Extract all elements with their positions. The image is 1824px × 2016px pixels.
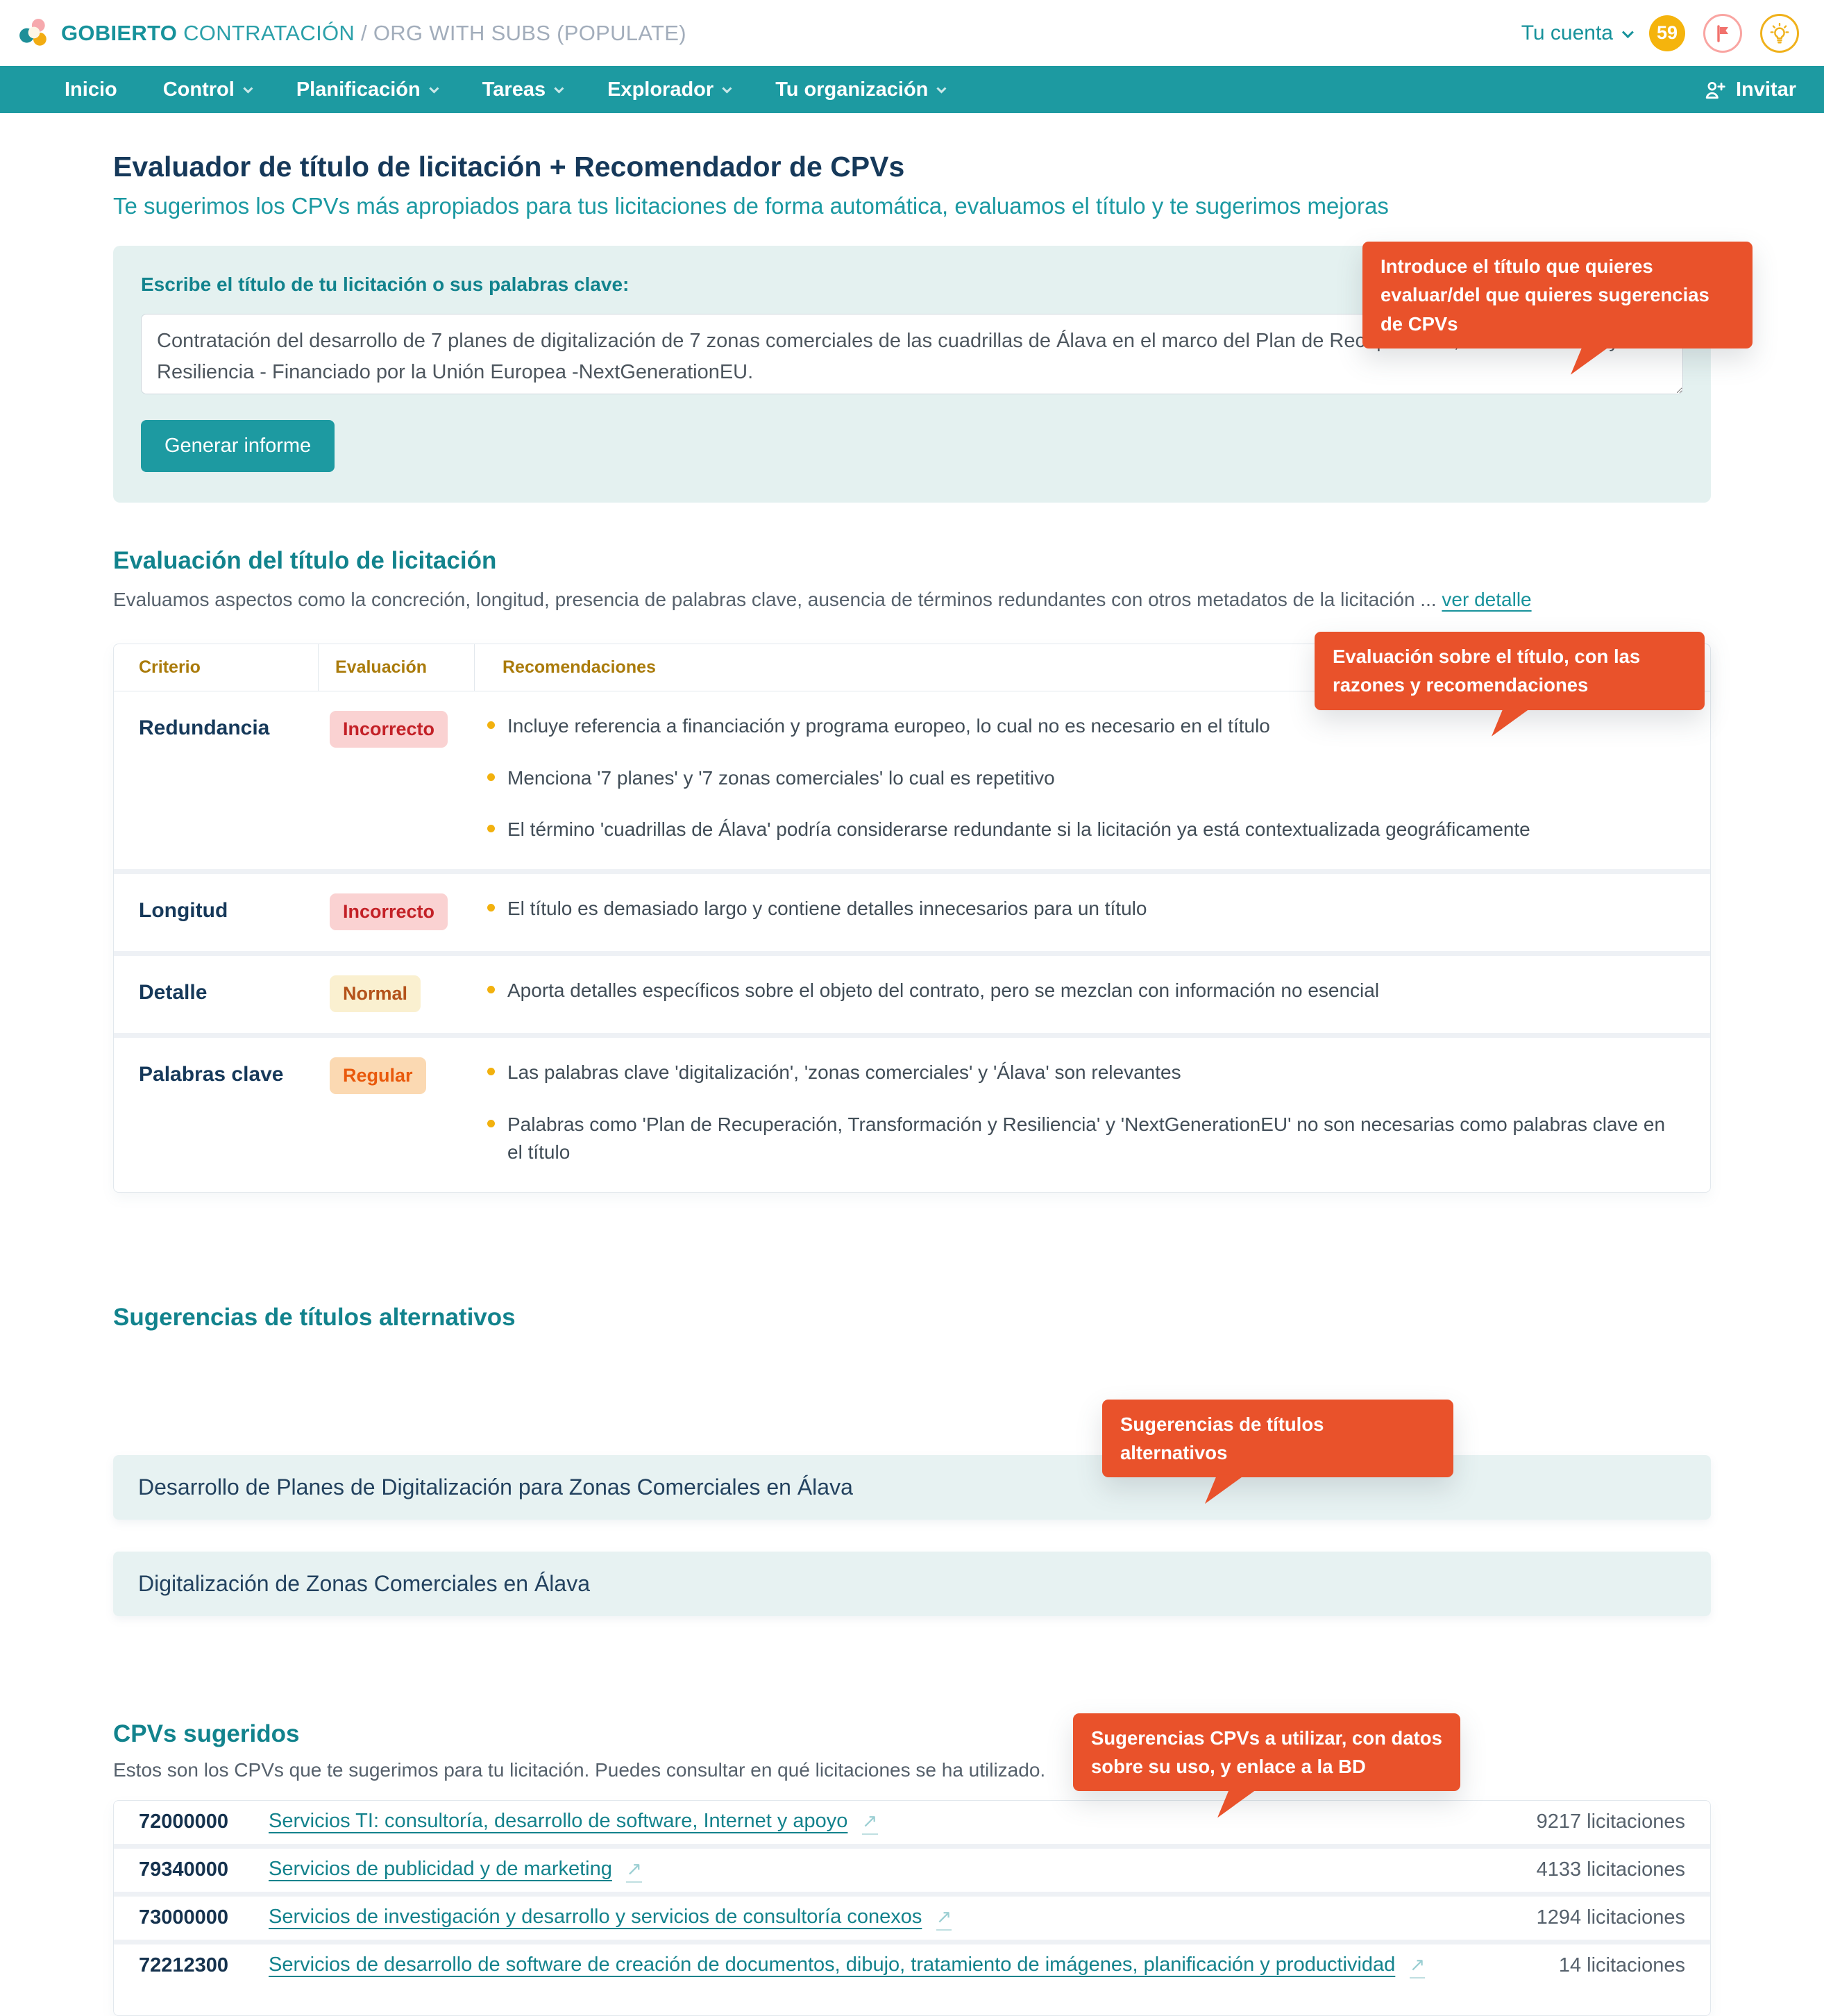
brand-text	[61, 21, 686, 46]
cpv-link-cell	[256, 1858, 1481, 1883]
tooltip-text: Sugerencias CPVs a utilizar, con datos sobre su uso, y enlace a la BD	[1091, 1727, 1442, 1778]
header-actions	[1521, 14, 1799, 53]
nav-item-label: Planificación	[296, 78, 421, 101]
recommendations-list	[475, 711, 1710, 848]
evaluation-badge-cell	[319, 711, 475, 848]
account-menu[interactable]	[1521, 22, 1631, 45]
nav-item[interactable]	[459, 78, 584, 101]
tooltip-text: Introduce el título que quieres evaluar/del que quieres sugerencias de CPVs	[1380, 255, 1709, 335]
bullet-icon	[487, 825, 495, 832]
evaluation-badge-cell	[319, 1057, 475, 1171]
recommendation-item	[487, 1109, 1677, 1167]
nav-item[interactable]	[140, 78, 273, 101]
brand-name: GOBIERTO	[61, 20, 178, 45]
recommendation-text: Menciona '7 planes' y '7 zonas comerciales' lo cual es repetitivo	[507, 766, 1055, 789]
cpv-link[interactable]: Servicios TI: consultoría, desarrollo de software, Internet y apoyo	[269, 1809, 848, 1832]
nav-item-label: Tu organización	[775, 78, 929, 101]
nav-item[interactable]	[273, 78, 459, 101]
alternatives-list	[113, 1455, 1711, 1616]
tooltip-text: Evaluación sobre el título, con las razones y recomendaciones	[1333, 646, 1641, 696]
brand[interactable]	[18, 17, 686, 49]
status-badge: Normal	[330, 975, 421, 1012]
page-title: Evaluador de título de licitación + Recomendador de CPVs	[113, 151, 905, 183]
recommendation-item	[487, 975, 1677, 1005]
main-content	[113, 151, 1711, 2016]
tooltip-input-title	[1362, 242, 1753, 348]
tooltip-alternatives	[1102, 1400, 1453, 1478]
org-name: / ORG WITH SUBS (POPULATE)	[361, 20, 686, 45]
cpvs-description: Estos son los CPVs que te sugerimos para tu licitación. Puedes consultar en qué licitaciones se ha utilizado.	[113, 1758, 1046, 1781]
alternative-title-item: Desarrollo de Planes de Digitalización para Zonas Comerciales en Álava	[113, 1455, 1711, 1520]
cpv-link[interactable]: Servicios de desarrollo de software de creación de documentos, dibujo, tratamiento de imágenes, planificación y productividad	[269, 1953, 1396, 1976]
account-label: Tu cuenta	[1521, 21, 1613, 44]
tooltip-text: Sugerencias de títulos alternativos	[1120, 1413, 1324, 1463]
tooltip-evaluation	[1315, 632, 1705, 710]
recommendation-item	[487, 814, 1677, 844]
bullet-icon	[487, 721, 495, 729]
recommendation-text: Aporta detalles específicos sobre el objeto del contrato, pero se mezclan con información no esencial	[507, 979, 1380, 1001]
bullet-icon	[487, 1068, 495, 1075]
title-input-label: Escribe el título de tu licitación o sus palabras clave:	[141, 274, 630, 295]
recommendations-list	[475, 975, 1710, 1012]
generate-report-button[interactable]: Generar informe	[141, 420, 335, 472]
cpv-code: 72000000	[139, 1811, 229, 1833]
status-badge: Incorrecto	[330, 893, 448, 930]
evaluation-row	[114, 951, 1710, 1033]
bullet-icon	[487, 1120, 495, 1127]
help-button[interactable]	[1760, 14, 1799, 53]
nav-item-label: Inicio	[65, 78, 117, 101]
cpv-count: 14 licitaciones	[1558, 1954, 1685, 1977]
lightbulb-icon	[1767, 21, 1792, 46]
cpv-row	[114, 1892, 1710, 1940]
nav-item[interactable]	[752, 78, 967, 101]
add-user-icon	[1703, 78, 1726, 101]
recommendation-item	[487, 893, 1677, 923]
page-subtitle: Te sugerimos los CPVs más apropiados para tus licitaciones de forma automática, evaluamos el título y te sugerimos mejoras	[113, 193, 1389, 219]
main-navbar	[0, 66, 1824, 113]
evaluation-row	[114, 869, 1710, 951]
criterion-label: Palabras clave	[139, 1062, 284, 1086]
status-badge: Incorrecto	[330, 711, 448, 748]
recommendation-item	[487, 763, 1677, 793]
cpvs-table-body	[114, 1801, 1710, 1988]
cpv-code: 72212300	[139, 1954, 229, 1977]
criterion-label: Detalle	[139, 980, 208, 1004]
cpv-row	[114, 1940, 1710, 1988]
cpv-count: 1294 licitaciones	[1536, 1906, 1685, 1929]
nav-item-label: Explorador	[607, 78, 714, 101]
recommendation-text: Palabras como 'Plan de Recuperación, Transformación y Resiliencia' y 'NextGenerationEU' no son necesarias como palabras clave en el título	[507, 1113, 1666, 1164]
title-form-panel	[113, 246, 1711, 503]
chevron-down-icon	[554, 84, 564, 94]
external-link-icon[interactable]	[1410, 1954, 1426, 1979]
evaluation-description	[113, 586, 1711, 613]
recommendation-item	[487, 1057, 1677, 1087]
brand-product: CONTRATACIÓN	[183, 20, 355, 45]
flag-icon	[1712, 22, 1734, 44]
cpv-link-cell	[256, 1810, 1481, 1835]
notifications-badge[interactable]: 59	[1649, 15, 1685, 51]
cpv-link[interactable]: Servicios de publicidad y de marketing	[269, 1857, 612, 1880]
cpv-link-cell	[256, 1906, 1481, 1931]
cpv-link-cell	[256, 1954, 1481, 1979]
bullet-icon	[487, 904, 495, 912]
alternatives-heading: Sugerencias de títulos alternativos	[113, 1303, 516, 1331]
cpv-link[interactable]: Servicios de investigación y desarrollo y servicios de consultoría conexos	[269, 1905, 922, 1928]
invite-label: Invitar	[1735, 78, 1796, 101]
cpv-code: 79340000	[139, 1858, 229, 1881]
nav-item[interactable]	[584, 78, 752, 101]
recommendation-text: El título es demasiado largo y contiene detalles innecesarios para un título	[507, 897, 1147, 919]
evaluation-table	[113, 644, 1711, 1193]
recommendation-text: Incluye referencia a financiación y programa europeo, lo cual no es necesario en el título	[507, 715, 1270, 737]
cpv-count: 4133 licitaciones	[1536, 1858, 1685, 1881]
cpv-row	[114, 1844, 1710, 1892]
recommendation-text: Las palabras clave 'digitalización', 'zonas comerciales' y 'Álava' son relevantes	[507, 1061, 1181, 1083]
cpv-code: 73000000	[139, 1906, 229, 1929]
see-detail-link[interactable]: ver detalle	[1442, 589, 1532, 610]
chevron-down-icon	[723, 84, 732, 94]
bullet-icon	[487, 773, 495, 781]
invite-button[interactable]	[1703, 78, 1796, 101]
nav-item-label: Control	[162, 78, 235, 101]
top-header	[0, 0, 1824, 66]
nav-item[interactable]	[42, 78, 140, 101]
status-badge: Regular	[330, 1057, 426, 1094]
nav-items	[42, 78, 967, 101]
column-header-recomendaciones: Recomendaciones	[503, 657, 656, 678]
nav-item-label: Tareas	[482, 78, 546, 101]
tooltip-cpvs	[1073, 1713, 1460, 1792]
cpvs-heading: CPVs sugeridos	[113, 1720, 300, 1747]
cpv-row	[114, 1801, 1710, 1844]
evaluation-badge-cell	[319, 893, 475, 930]
recommendation-text: El término 'cuadrillas de Álava' podría considerarse redundante si la licitación ya está contextualizada geográficamente	[507, 818, 1530, 841]
criterion-label: Redundancia	[139, 716, 270, 740]
alternative-title-item: Digitalización de Zonas Comerciales en Álava	[113, 1552, 1711, 1616]
evaluation-badge-cell	[319, 975, 475, 1012]
recommendations-list	[475, 1057, 1710, 1171]
recommendations-list	[475, 893, 1710, 930]
external-link-icon[interactable]	[626, 1858, 642, 1883]
evaluation-row	[114, 1033, 1710, 1192]
external-link-icon[interactable]	[936, 1906, 952, 1931]
chevron-down-icon	[429, 84, 439, 94]
evaluation-table-body	[114, 691, 1710, 1192]
evaluation-heading: Evaluación del título de licitación	[113, 547, 497, 574]
chevron-down-icon	[1622, 26, 1634, 38]
alternatives-list-wrapper	[113, 1413, 1711, 1616]
cpv-count: 9217 licitaciones	[1536, 1811, 1685, 1833]
column-header-evaluacion: Evaluación	[319, 644, 475, 691]
bullet-icon	[487, 986, 495, 993]
gobierto-logo-icon	[18, 17, 50, 49]
chevron-down-icon	[937, 84, 947, 94]
evaluation-row	[114, 691, 1710, 869]
flag-button[interactable]	[1703, 14, 1742, 53]
chevron-down-icon	[243, 84, 253, 94]
external-link-icon[interactable]	[862, 1811, 878, 1835]
column-header-criterio: Criterio	[114, 644, 319, 691]
criterion-label: Longitud	[139, 898, 228, 922]
evaluation-description-text: Evaluamos aspectos como la concreción, longitud, presencia de palabras clave, ausencia de términos redundantes con otros metadatos de la licitación ...	[113, 589, 1437, 610]
